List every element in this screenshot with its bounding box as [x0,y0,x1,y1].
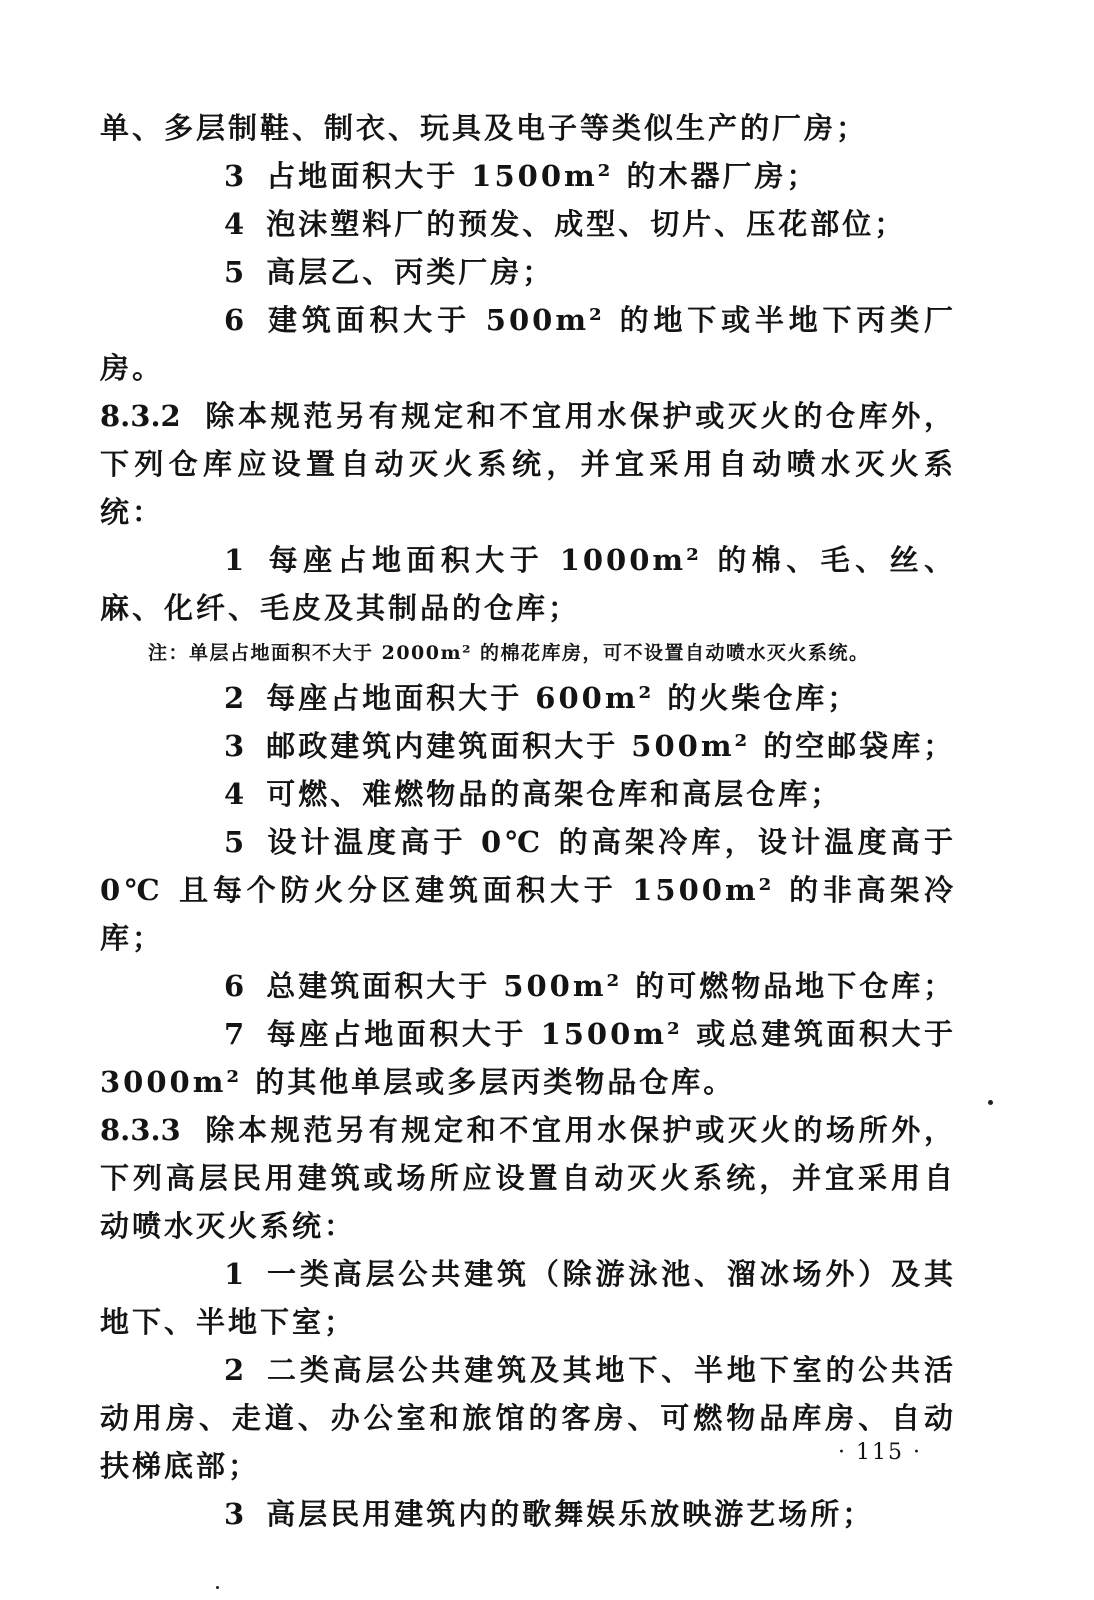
list-item [100,536,956,632]
list-item [100,248,956,296]
list-item [100,1010,956,1106]
clause-intro: 除本规范另有规定和不宜用水保护或灭火的仓库外，下列仓库应设置自动灭火系统，并宜采用自动喷水灭火系统： [100,399,956,529]
list-item [100,722,956,770]
clause-intro: 除本规范另有规定和不宜用水保护或灭火的场所外，下列高层民用建筑或场所应设置自动灭火系统，并宜采用自动喷水灭火系统： [100,1113,956,1243]
item-number: 1 [224,543,245,577]
item-text: 可燃、难燃物品的高架仓库和高层仓库； [266,777,843,811]
item-number: 2 [224,681,245,715]
note: 注：单层占地面积不大于 2000m² 的棉花库房，可不设置自动喷水灭火系统。 [148,642,870,664]
item-text: 二类高层公共建筑及其地下、半地下室的公共活动用房、走道、办公室和旅馆的客房、可燃物品库房、自动扶梯底部； [100,1353,956,1483]
list-item [100,200,956,248]
item-text: 高层民用建筑内的歌舞娱乐放映游艺场所； [266,1497,875,1531]
item-number: 3 [224,1497,245,1531]
page-number: · 115 · [838,1440,922,1465]
item-number: 6 [224,303,245,337]
speck-mark [988,1100,993,1105]
item-text: 设计温度高于 0℃ 的高架冷库，设计温度高于 0℃ 且每个防火分区建筑面积大于 1500m² 的非高架冷库； [100,825,956,955]
item-text: 每座占地面积大于 600m² 的火柴仓库； [266,681,860,715]
clause-8-3-3 [100,1106,956,1250]
clause-number: 8.3.3 [100,1113,181,1147]
item-text: 建筑面积大于 500m² 的地下或半地下丙类厂房。 [100,303,956,385]
item-number: 3 [224,159,245,193]
item-text: 泡沫塑料厂的预发、成型、切片、压花部位； [266,207,907,241]
item-number: 3 [224,729,245,763]
list-item [100,1346,956,1490]
document-body [100,104,956,1538]
paragraph-continuation: 单、多层制鞋、制衣、玩具及电子等类似生产的厂房； [100,111,869,145]
item-text: 高层乙、丙类厂房； [266,255,555,289]
item-number: 1 [224,1257,245,1291]
item-number: 7 [224,1017,245,1051]
clause-number: 8.3.2 [100,399,181,433]
item-number: 5 [224,255,245,289]
list-item [100,1490,956,1538]
item-number: 5 [224,825,245,859]
item-number: 4 [224,777,245,811]
list-item [100,152,956,200]
clause-8-3-2 [100,392,956,536]
list-item [100,674,956,722]
item-number: 6 [224,969,245,1003]
item-text: 占地面积大于 1500m² 的木器厂房； [266,159,819,193]
list-item [100,770,956,818]
item-text: 每座占地面积大于 1000m² 的棉、毛、丝、麻、化纤、毛皮及其制品的仓库； [100,543,956,625]
list-item [100,818,956,962]
item-number: 4 [224,207,245,241]
item-text: 一类高层公共建筑（除游泳池、溜冰场外）及其地下、半地下室； [100,1257,956,1339]
speck-mark [216,1586,219,1589]
list-item [100,962,956,1010]
item-number: 2 [224,1353,245,1387]
item-text: 邮政建筑内建筑面积大于 500m² 的空邮袋库； [266,729,956,763]
item-text: 总建筑面积大于 500m² 的可燃物品地下仓库； [266,969,956,1003]
list-item [100,296,956,392]
list-item [100,1250,956,1346]
item-text: 每座占地面积大于 1500m² 或总建筑面积大于 3000m² 的其他单层或多层丙类物品仓库。 [100,1017,956,1099]
